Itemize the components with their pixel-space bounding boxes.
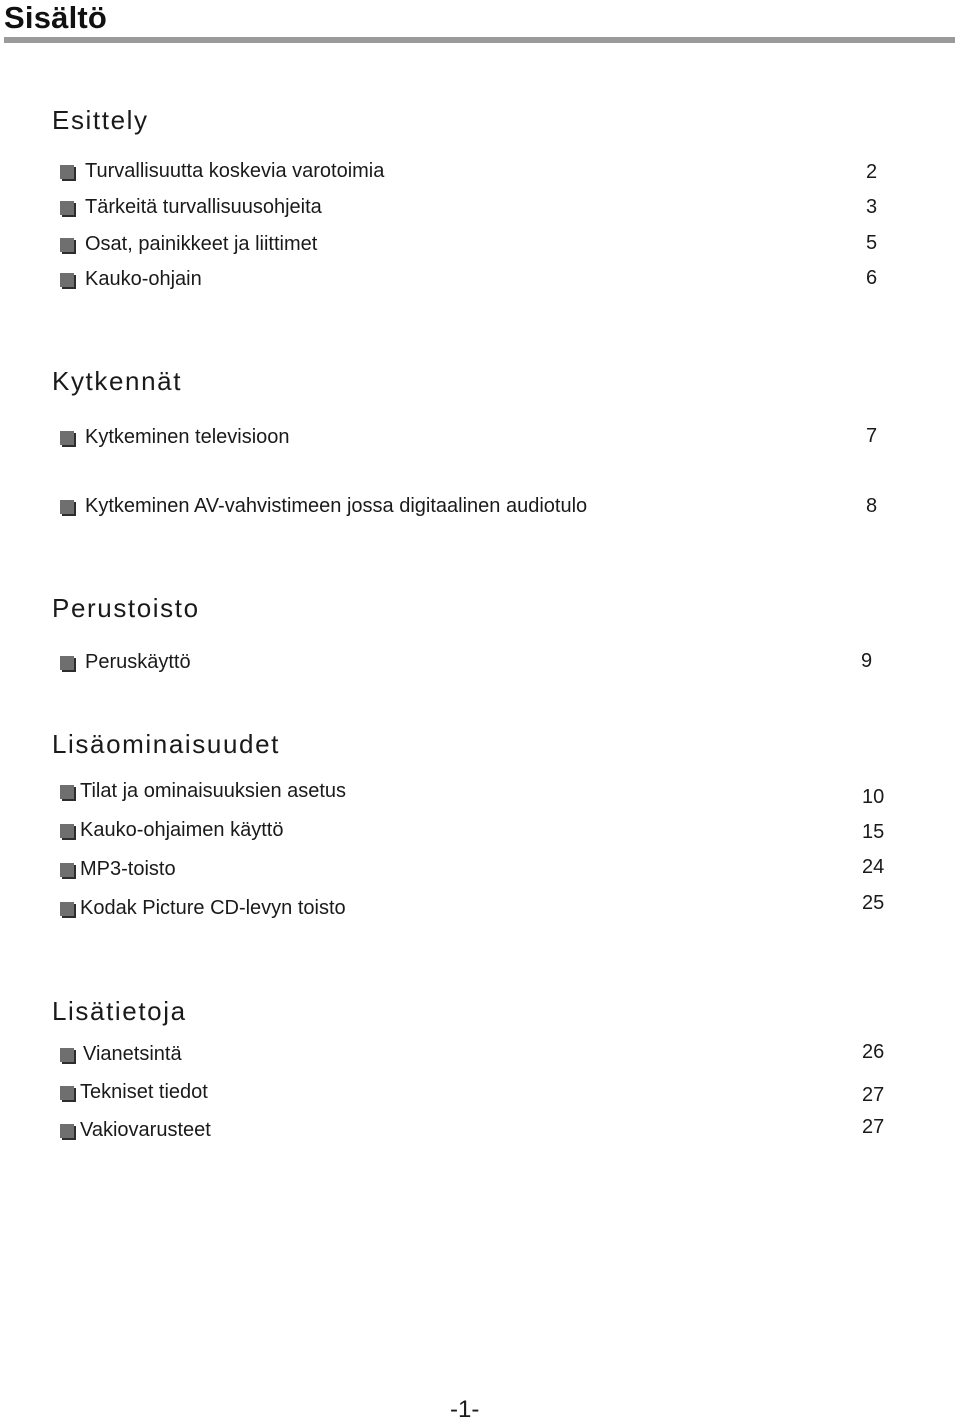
toc-entry-page: 15 xyxy=(862,821,885,843)
toc-entry-label: Kodak Picture CD-levyn toisto xyxy=(80,897,346,919)
square-bullet-icon xyxy=(60,824,74,838)
toc-entry-page: 26 xyxy=(862,1041,885,1063)
square-bullet-icon xyxy=(60,902,74,916)
title-divider xyxy=(4,37,955,43)
square-bullet-icon xyxy=(60,273,74,287)
square-bullet-icon xyxy=(60,238,74,252)
square-bullet-icon xyxy=(60,1048,74,1062)
toc-entry[interactable] xyxy=(60,897,346,920)
toc-entry[interactable] xyxy=(60,819,283,842)
toc-entry-label: Tekniset tiedot xyxy=(80,1081,208,1103)
toc-entry[interactable] xyxy=(60,1119,211,1142)
toc-entry-label: Kytkeminen AV-vahvistimeen jossa digitaalinen audiotulo xyxy=(85,495,588,517)
toc-entry-page: 27 xyxy=(862,1084,885,1106)
toc-entry[interactable] xyxy=(60,160,384,183)
section-heading-kytkennat: Kytkennät xyxy=(52,366,183,396)
toc-entry-page: 27 xyxy=(862,1116,885,1138)
toc-entry-label: Vakiovarusteet xyxy=(80,1119,211,1141)
toc-entry-page: 25 xyxy=(862,892,885,914)
section-heading-esittely: Esittely xyxy=(52,105,149,135)
square-bullet-icon xyxy=(60,165,74,179)
toc-entry[interactable] xyxy=(60,495,587,518)
toc-entry-label: Tärkeitä turvallisuusohjeita xyxy=(85,196,322,218)
section-heading-lisatietoja: Lisätietoja xyxy=(52,996,187,1026)
toc-entry[interactable] xyxy=(60,1081,208,1104)
square-bullet-icon xyxy=(60,1086,74,1100)
toc-entry-label: Vianetsintä xyxy=(83,1043,182,1065)
toc-entry-label: Turvallisuutta koskevia varotoimia xyxy=(85,160,385,182)
toc-entry[interactable] xyxy=(60,1043,182,1066)
toc-entry-label: Tilat ja ominaisuuksien asetus xyxy=(80,780,347,802)
toc-entry[interactable] xyxy=(60,268,202,291)
square-bullet-icon xyxy=(60,431,74,445)
square-bullet-icon xyxy=(60,785,74,799)
section-heading-lisaominaisuudet: Lisäominaisuudet xyxy=(52,729,280,759)
toc-entry-page: 5 xyxy=(866,232,878,254)
toc-entry-page: 3 xyxy=(866,196,878,218)
toc-entry[interactable] xyxy=(60,233,317,256)
toc-entry-label: Peruskäyttö xyxy=(85,651,191,673)
square-bullet-icon xyxy=(60,500,74,514)
square-bullet-icon xyxy=(60,1124,74,1138)
toc-entry-label: Kauko-ohjaimen käyttö xyxy=(80,819,284,841)
toc-entry-label: MP3-toisto xyxy=(80,858,176,880)
toc-entry-page: 8 xyxy=(866,495,878,517)
toc-entry-page: 10 xyxy=(862,786,885,808)
toc-entry-page: 6 xyxy=(866,267,878,289)
toc-entry-page: 2 xyxy=(866,161,878,183)
toc-entry-page: 9 xyxy=(861,650,873,672)
section-heading-perustoisto: Perustoisto xyxy=(52,593,200,623)
toc-entry-page: 24 xyxy=(862,856,885,878)
toc-entry-page: 7 xyxy=(866,425,878,447)
square-bullet-icon xyxy=(60,656,74,670)
toc-entry[interactable] xyxy=(60,426,290,449)
toc-entry[interactable] xyxy=(60,780,346,803)
page-title: Sisältö xyxy=(4,0,108,35)
toc-entry-label: Osat, painikkeet ja liittimet xyxy=(85,233,318,255)
toc-entry[interactable] xyxy=(60,651,191,674)
toc-entry[interactable] xyxy=(60,196,322,219)
toc-entry-label: Kytkeminen televisioon xyxy=(85,426,290,448)
footer-page-number: -1- xyxy=(450,1396,480,1423)
square-bullet-icon xyxy=(60,201,74,215)
toc-entry-label: Kauko-ohjain xyxy=(85,268,202,290)
square-bullet-icon xyxy=(60,863,74,877)
toc-entry[interactable] xyxy=(60,858,176,881)
